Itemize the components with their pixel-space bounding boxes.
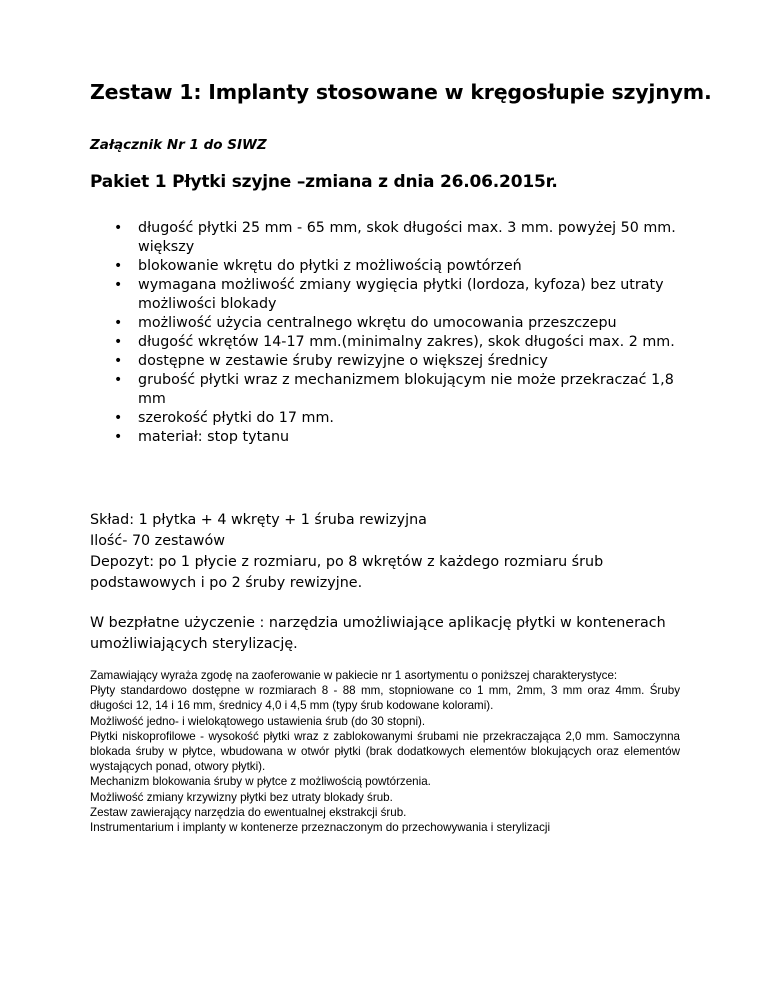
deposit-line: Depozyt: po 1 płycie z rozmiaru, po 8 wkrętów z każdego rozmiaru śrub podstawowych i po 2 śruby rewizyjne. <box>90 554 604 591</box>
bullet-icon: • <box>114 315 123 331</box>
bullet-icon: • <box>114 334 123 350</box>
bullet-icon: • <box>114 372 123 388</box>
package-heading: Pakiet 1 Płytki szyjne –zmiana z dnia 26.06.2015r. <box>90 172 558 192</box>
requirement-text: możliwość użycia centralnego wkrętu do umocowania przeszczepu <box>138 315 617 331</box>
bullet-icon: • <box>114 353 123 369</box>
note-line: Możliwość jedno- i wielokątowego ustawienia śrub (do 30 stopni). <box>90 714 426 728</box>
list-item <box>90 257 690 276</box>
annex-label: Załącznik Nr 1 do SIWZ <box>90 137 267 153</box>
requirement-text: wymagana możliwość zmiany wygięcia płytki (lordoza, kyfoza) bez utraty możliwości blokady <box>138 277 664 312</box>
list-item <box>90 428 690 447</box>
list-item <box>90 314 690 333</box>
note-line: Płyty standardowo dostępne w rozmiarach 8 - 88 mm, stopniowane co 1 mm, 2mm, 3 mm oraz 4mm. Śruby długości 12, 14 i 16 mm, średnicy 4,0 i 4,5 mm (typy śrub kodowane kolorami). <box>90 684 680 713</box>
requirement-text: grubość płytki wraz z mechanizmem blokującym nie może przekraczać 1,8 mm <box>138 372 674 407</box>
note-line: Instrumentarium i implanty w kontenerze przeznaczonym do przechowywania i sterylizacji <box>90 821 551 835</box>
requirements-list <box>90 219 690 447</box>
free-use-paragraph: W bezpłatne użyczenie : narzędzia umożliwiające aplikację płytki w kontenerach umożliwiających sterylizację. <box>90 615 666 652</box>
bullet-icon: • <box>114 258 123 274</box>
composition-block <box>90 510 700 594</box>
note-line: Płytki niskoprofilowe - wysokość płytki wraz z zablokowanymi śrubami nie przekraczająca 2,0 mm. Samoczynna blokada śruby w płytce, wbudowana w otwór płytki (brak dodatkowych elementów blokujących oraz elementów wystających ponad, otwory płytki). <box>90 729 680 774</box>
bullet-icon: • <box>114 410 123 426</box>
bullet-icon: • <box>114 220 123 236</box>
requirement-text: materiał: stop tytanu <box>138 429 290 445</box>
quantity-line: Ilość- 70 zestawów <box>90 533 225 549</box>
amendment-notes <box>90 668 680 835</box>
list-item <box>90 276 690 314</box>
requirement-text: długość wkrętów 14-17 mm.(minimalny zakres), skok długości max. 2 mm. <box>138 334 675 350</box>
document-title: Zestaw 1: Implanty stosowane w kręgosłupie szyjnym. <box>90 80 712 104</box>
requirement-text: blokowanie wkrętu do płytki z możliwością powtórzeń <box>138 258 522 274</box>
bullet-icon: • <box>114 277 123 293</box>
list-item <box>90 333 690 352</box>
note-line: Możliwość zmiany krzywizny płytki bez utraty blokady śrub. <box>90 790 393 804</box>
composition-line: Skład: 1 płytka + 4 wkręty + 1 śruba rewizyjna <box>90 512 427 528</box>
list-item <box>90 409 690 428</box>
bullet-icon: • <box>114 429 123 445</box>
requirement-text: szerokość płytki do 17 mm. <box>138 410 334 426</box>
list-item <box>90 219 690 257</box>
list-item <box>90 352 690 371</box>
requirement-text: długość płytki 25 mm - 65 mm, skok długości max. 3 mm. powyżej 50 mm. większy <box>138 220 676 255</box>
requirement-text: dostępne w zestawie śruby rewizyjne o większej średnicy <box>138 353 548 369</box>
list-item <box>90 371 690 409</box>
note-line: Zestaw zawierający narzędzia do ewentualnej ekstrakcji śrub. <box>90 805 407 819</box>
note-line: Mechanizm blokowania śruby w płytce z możliwością powtórzenia. <box>90 775 431 789</box>
note-line: Zamawiający wyraża zgodę na zaoferowanie w pakiecie nr 1 asortymentu o poniższej charakterystyce: <box>90 669 618 682</box>
